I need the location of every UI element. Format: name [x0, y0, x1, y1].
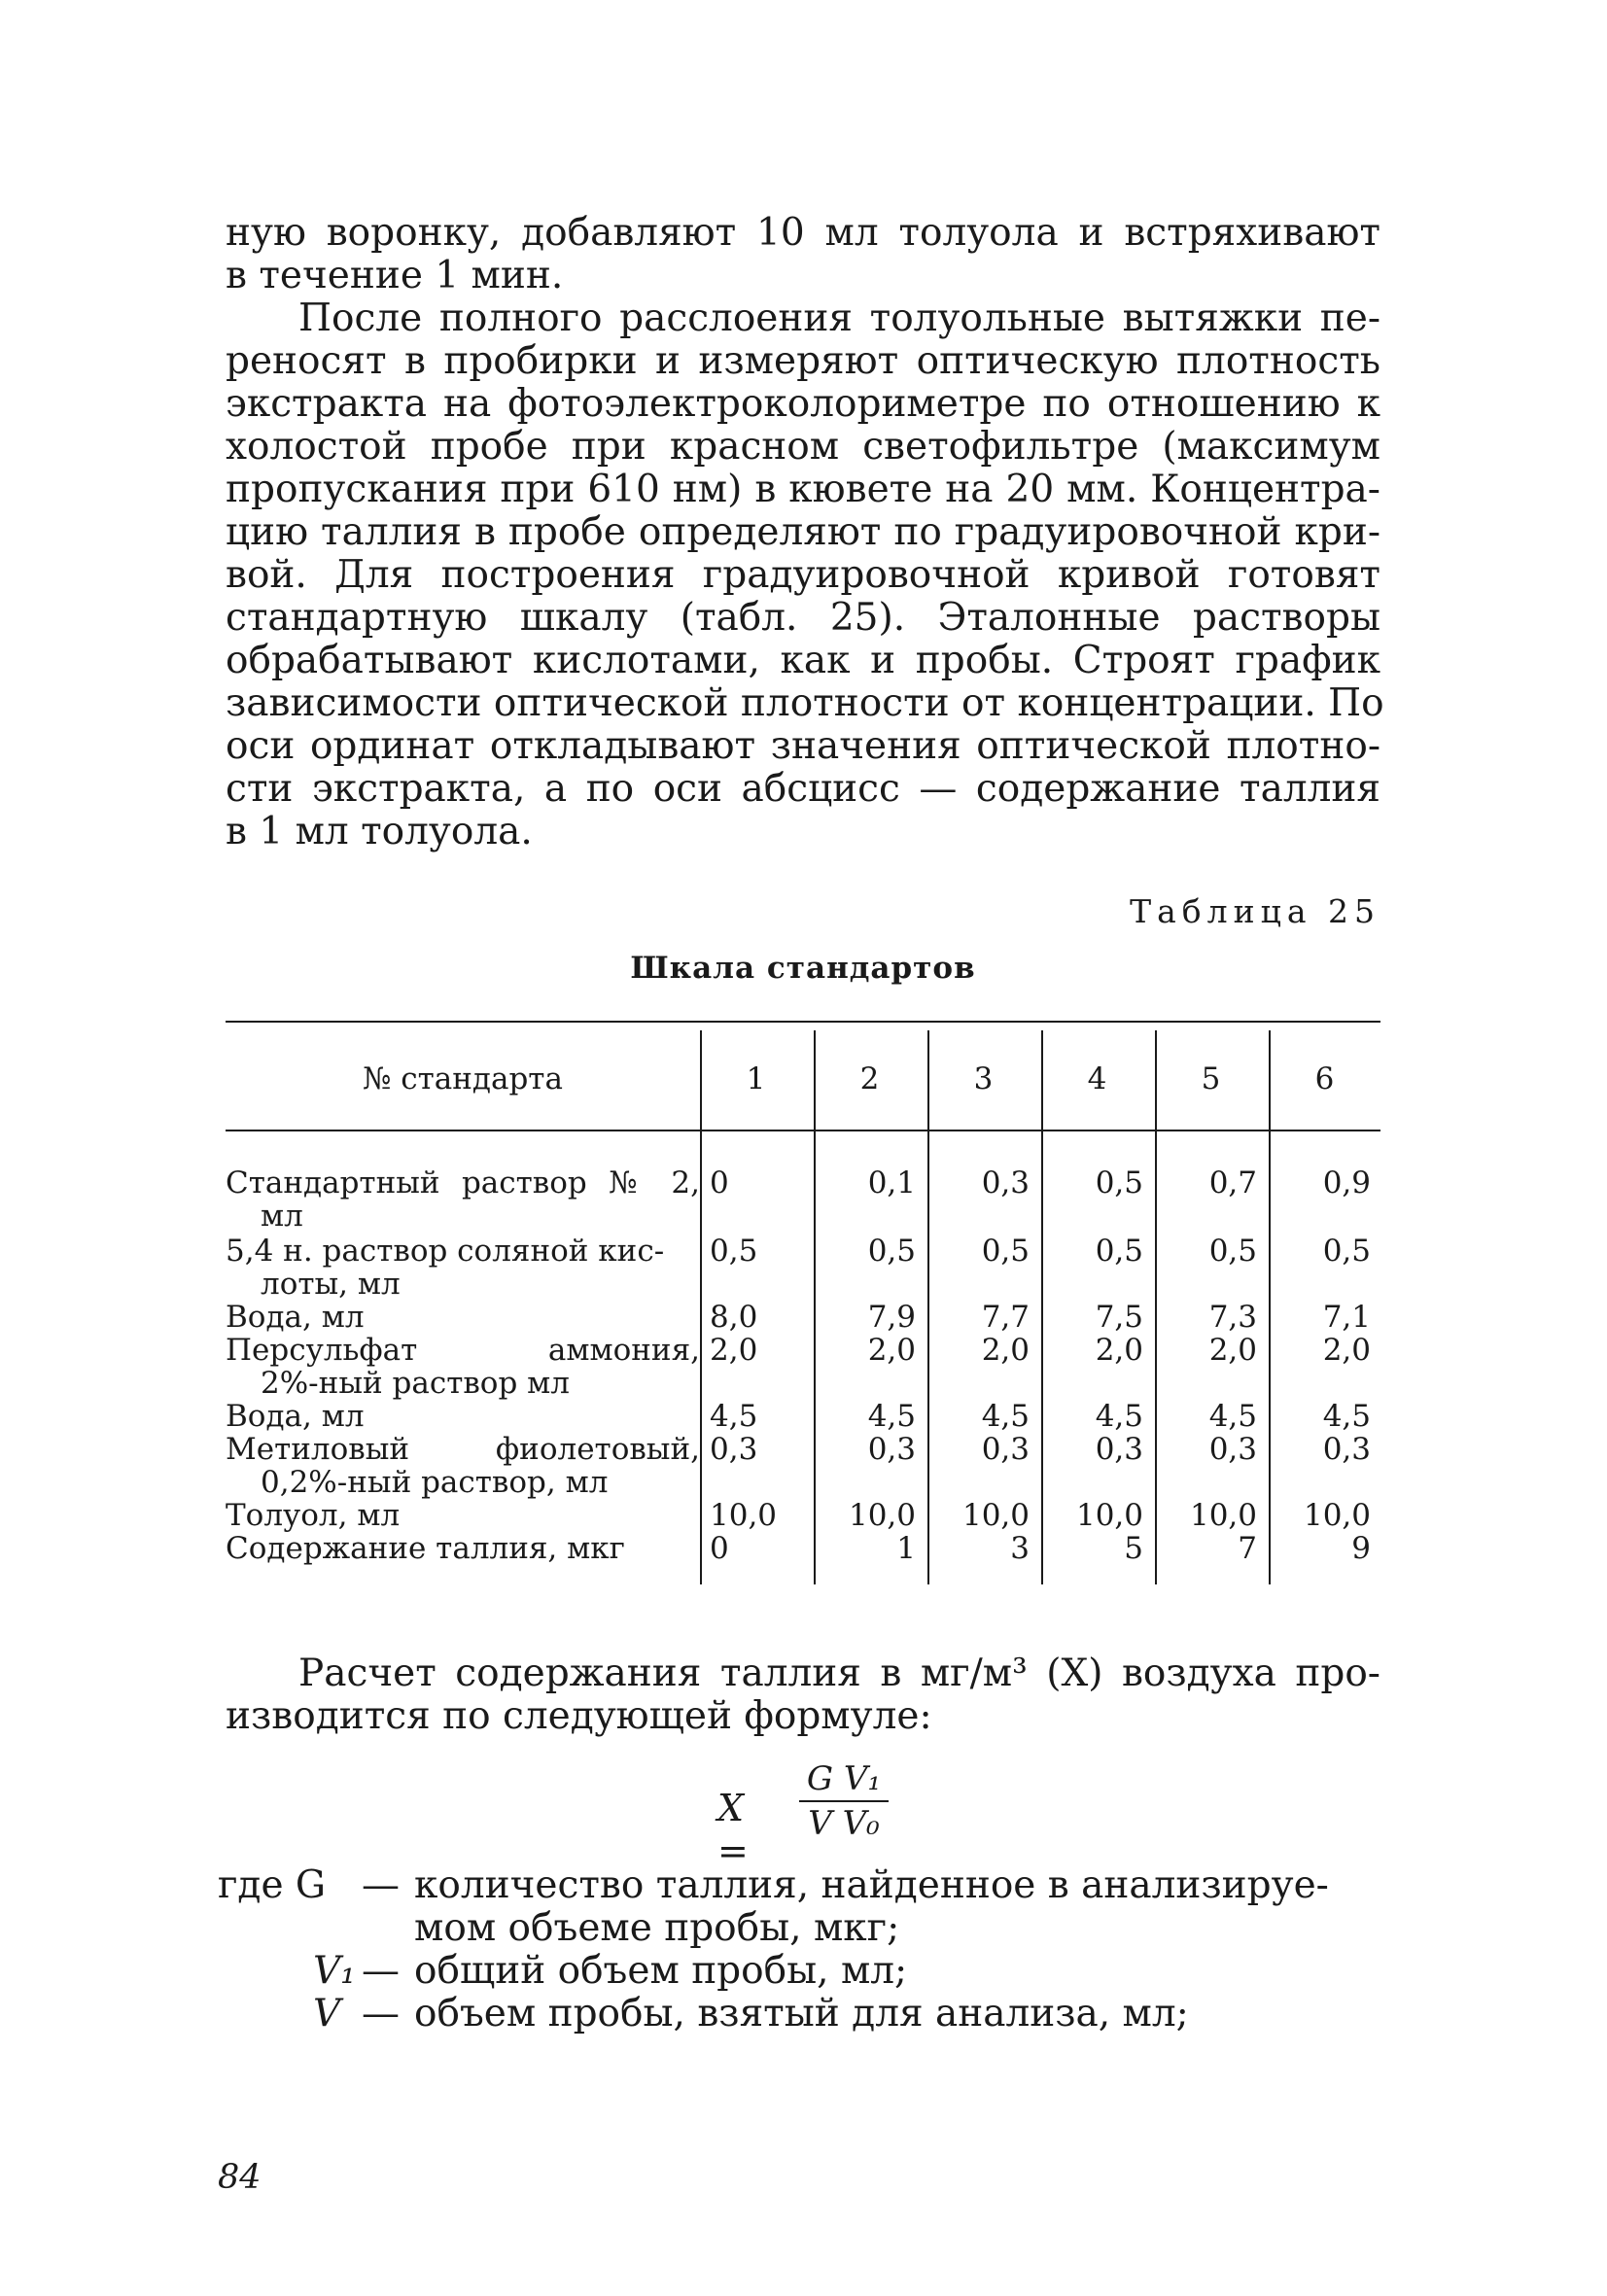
text-line: сти экстракта, а по оси абсцисс — содержание таллия: [226, 767, 1380, 811]
table-row-label: [226, 1334, 700, 1400]
table-cell: 7,9: [867, 1300, 916, 1335]
table-cell: 1: [896, 1531, 916, 1566]
row-label-line: Вода, мл: [226, 1399, 365, 1434]
table-row-label: [226, 1301, 700, 1334]
table-column-divider: [1041, 1030, 1043, 1584]
formula-lhs: X =: [717, 1787, 749, 1872]
table-cell: 0,3: [1322, 1432, 1371, 1467]
text-line: Расчет содержания таллия в мг/м³ (X) воздуха про-: [298, 1652, 1380, 1695]
table-row-label: [226, 1166, 700, 1233]
table-column-divider: [1269, 1030, 1271, 1584]
table-cell: 0,5: [867, 1234, 916, 1269]
table-cell: 10,0: [1075, 1498, 1143, 1533]
row-label-line: 0,2%-ный раствор, мл: [261, 1465, 609, 1500]
table-cell: 7,3: [1208, 1300, 1257, 1335]
definition-text: количество таллия, найденное в анализируе-: [414, 1863, 1329, 1907]
table-header-rule: [226, 1130, 1380, 1131]
table-cell: 4,5: [1095, 1399, 1143, 1434]
formula-fraction: [795, 1757, 892, 1845]
table-column-divider: [700, 1030, 702, 1584]
table-cell: 2,0: [1208, 1333, 1257, 1368]
table-cell: 8,0: [710, 1300, 758, 1335]
table-cell: 0,9: [1322, 1165, 1371, 1200]
row-label-line: Метиловый фиолетовый,: [226, 1432, 700, 1467]
table-cell: 2,0: [1095, 1333, 1143, 1368]
row-label-line: лоты, мл: [261, 1267, 401, 1302]
table-cell: 0,5: [981, 1234, 1030, 1269]
table-cell: 7,5: [1095, 1300, 1143, 1335]
text-line: пропускания при 610 нм) в кювете на 20 мм. Концентра-: [226, 468, 1380, 511]
table-cell: 4,5: [1208, 1399, 1257, 1434]
text-line: холостой пробе при красном светофильтре (максимум: [226, 425, 1380, 469]
table-row-label: [226, 1433, 700, 1499]
paragraph-3: [226, 1652, 1380, 1738]
row-label-line: мл: [261, 1199, 303, 1234]
table-header-column: 4: [1087, 1061, 1107, 1096]
table-header-column: 1: [746, 1061, 766, 1096]
text-line: зависимости оптической плотности от концентрации. По: [226, 681, 1384, 725]
definition-text: общий объем пробы, мл;: [414, 1949, 908, 1993]
text-line: в 1 мл толуола.: [226, 810, 533, 853]
table-cell: 10,0: [848, 1498, 916, 1533]
table-row-label: [226, 1400, 700, 1433]
table-header-column: 2: [859, 1061, 880, 1096]
row-label-line: 2%-ный раствор мл: [261, 1366, 570, 1401]
table-cell: 0,3: [1095, 1432, 1143, 1467]
table-cell: 3: [1010, 1531, 1030, 1566]
table-cell: 0,7: [1208, 1165, 1257, 1200]
text-line: реносят в пробирки и измеряют оптическую плотность: [226, 339, 1380, 383]
table-row-label: [226, 1499, 700, 1532]
table-cell: 4,5: [867, 1399, 916, 1434]
row-label-line: Стандартный раствор № 2,: [226, 1165, 700, 1200]
table-header-column: 5: [1201, 1061, 1221, 1096]
table-cell: 0: [710, 1165, 729, 1200]
text-line: ную воронку, добавляют 10 мл толуола и встряхивают: [226, 211, 1380, 255]
table-cell: 0,3: [710, 1432, 758, 1467]
definition-dash: —: [362, 1863, 400, 1907]
table-cell: 10,0: [1189, 1498, 1257, 1533]
table-cell: 2,0: [867, 1333, 916, 1368]
table-top-rule: [226, 1021, 1380, 1023]
definition-text: мом объеме пробы, мкг;: [414, 1906, 900, 1950]
row-label-line: Персульфат аммония,: [226, 1333, 700, 1368]
table-caption: Таблица 25: [1130, 892, 1380, 930]
table-cell: 0,1: [867, 1165, 916, 1200]
table-column-divider: [927, 1030, 929, 1584]
text-line: оси ординат откладывают значения оптической плотно-: [226, 724, 1380, 768]
table-row-label: [226, 1235, 700, 1301]
page-number: 84: [218, 2158, 262, 2197]
table-cell: 0: [710, 1531, 729, 1566]
table-cell: 0,5: [1095, 1234, 1143, 1269]
text-line: стандартную шкалу (табл. 25). Эталонные растворы: [226, 596, 1380, 640]
text-line: цию таллия в пробе определяют по градуировочной кри-: [226, 510, 1380, 554]
paragraph-1: [226, 212, 1380, 297]
table-cell: 9: [1351, 1531, 1371, 1566]
table-cell: 4,5: [710, 1399, 758, 1434]
table-cell: 4,5: [981, 1399, 1030, 1434]
definition-text: объем пробы, взятый для анализа, мл;: [414, 1992, 1189, 2035]
row-label-line: Вода, мл: [226, 1300, 365, 1335]
definition-dash: —: [362, 1949, 400, 1993]
table-cell: 2,0: [710, 1333, 758, 1368]
table-cell: 2,0: [981, 1333, 1030, 1368]
table-cell: 0,5: [1095, 1165, 1143, 1200]
table-cell: 0,3: [981, 1165, 1030, 1200]
table-cell: 7: [1238, 1531, 1257, 1566]
table-cell: 10,0: [710, 1498, 778, 1533]
definition-symbol: где G: [218, 1863, 327, 1907]
table-cell: 0,5: [710, 1234, 758, 1269]
table-row-label: [226, 1532, 700, 1565]
table-cell: 10,0: [1303, 1498, 1371, 1533]
table-cell: 0,3: [1208, 1432, 1257, 1467]
text-line: обрабатывают кислотами, как и пробы. Строят график: [226, 639, 1380, 682]
formula-denominator: V V₀: [808, 1804, 880, 1843]
row-label-line: 5,4 н. раствор соляной кис-: [226, 1234, 665, 1269]
table-cell: 10,0: [961, 1498, 1030, 1533]
table-cell: 5: [1124, 1531, 1143, 1566]
text-line: в течение 1 мин.: [226, 254, 564, 297]
text-line: изводится по следующей формуле:: [226, 1694, 932, 1738]
table-column-divider: [814, 1030, 816, 1584]
table-cell: 2,0: [1322, 1333, 1371, 1368]
definition-symbol: V: [313, 1992, 341, 2035]
formula-numerator: G V₁: [806, 1759, 882, 1798]
definition-dash: —: [362, 1992, 400, 2035]
table-cell: 0,5: [1208, 1234, 1257, 1269]
table-cell: 7,7: [981, 1300, 1030, 1335]
table-header-column: 6: [1314, 1061, 1335, 1096]
text-line: экстракта на фотоэлектроколориметре по отношению к: [226, 382, 1380, 426]
row-label-line: Содержание таллия, мкг: [226, 1531, 625, 1566]
table-cell: 0,3: [981, 1432, 1030, 1467]
table-column-divider: [1155, 1030, 1157, 1584]
table-cell: 7,1: [1322, 1300, 1371, 1335]
table-title: Шкала стандартов: [630, 951, 976, 986]
paragraph-2: [226, 296, 1384, 853]
table-cell: 0,5: [1322, 1234, 1371, 1269]
definition-symbol: V₁: [313, 1949, 356, 1993]
table-header-column: 3: [973, 1061, 994, 1096]
table-cell: 0,3: [867, 1432, 916, 1467]
table-cell: 4,5: [1322, 1399, 1371, 1434]
table-header-label: № стандарта: [363, 1061, 563, 1096]
text-line: вой. Для построения градуировочной кривой готовят: [226, 553, 1380, 597]
text-line: После полного расслоения толуольные вытяжки пе-: [298, 296, 1380, 340]
row-label-line: Толуол, мл: [226, 1498, 401, 1533]
